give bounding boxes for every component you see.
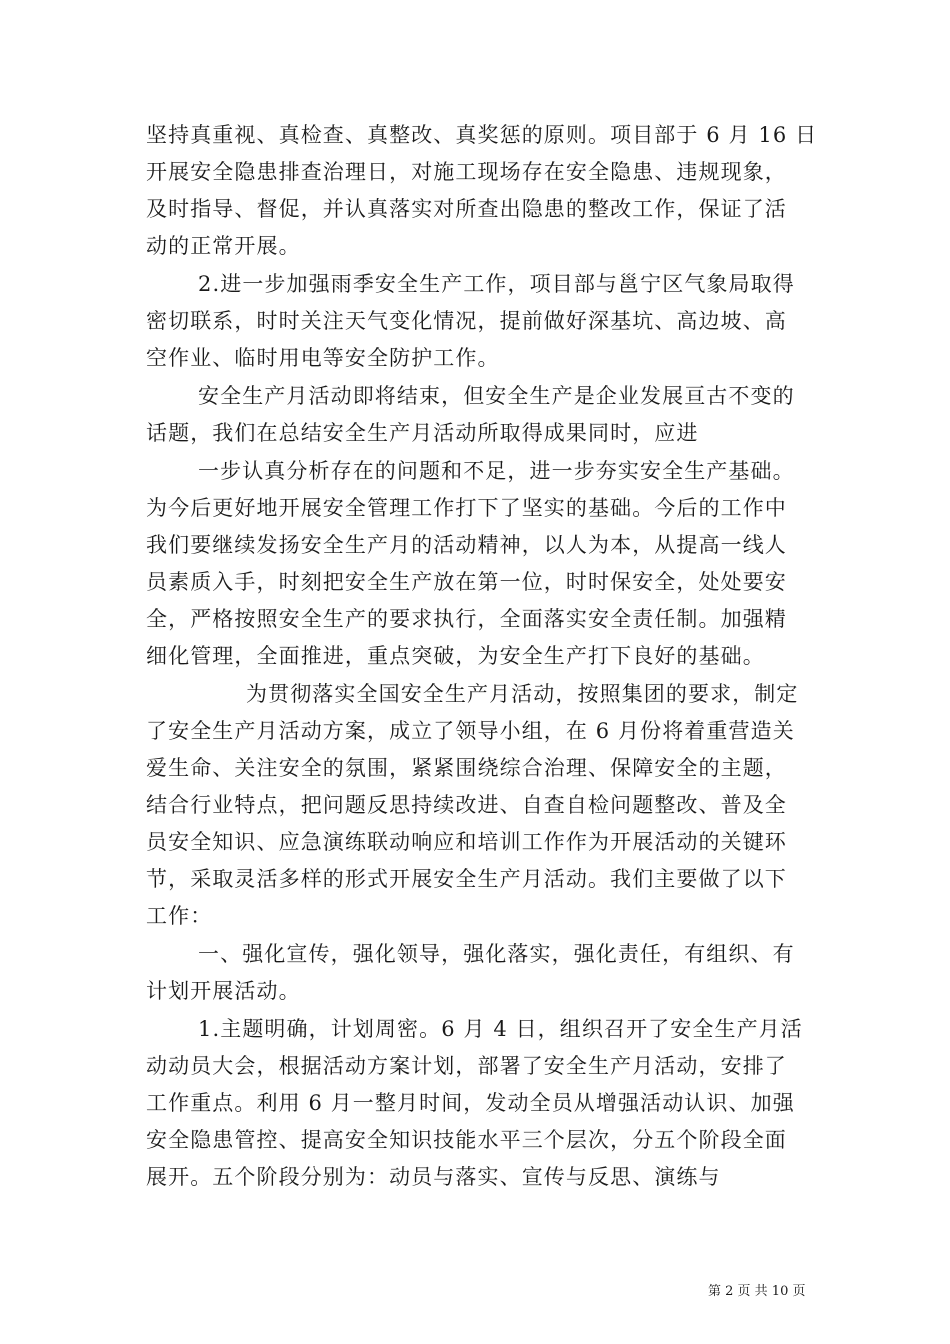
text-line: 工作重点。利用 6 月一整月时间，发动全员从增强活动认识、加强 [146, 1091, 795, 1115]
text-line: 结合行业特点，把问题反思持续改进、自查自检问题整改、普及全 [146, 793, 787, 817]
text-line: 一、强化宣传，强化领导，强化落实，强化责任，有组织、有 [198, 942, 795, 966]
text-line: 为今后更好地开展安全管理工作打下了坚实的基础。今后的工作中 [146, 496, 787, 520]
text-line: 动的正常开展。 [146, 234, 301, 258]
text-line: 安全生产月活动即将结束，但安全生产是企业发展亘古不变的 [198, 384, 795, 408]
text-line: 话题，我们在总结安全生产月活动所取得成果同时，应进 [146, 421, 699, 445]
text-line: 及时指导、督促，并认真落实对所查出隐患的整改工作，保证了活 [146, 197, 787, 221]
text-line: 为贯彻落实全国安全生产月活动，按照集团的要求，制定 [246, 682, 799, 706]
page-number: 第 2 页 共 10 页 [708, 1284, 806, 1299]
text-line: 员素质入手，时刻把安全生产放在第一位，时时保安全，处处要安 [146, 570, 787, 594]
text-line: 一步认真分析存在的问题和不足，进一步夯实安全生产基础。 [198, 459, 795, 483]
text-line: 工作： [146, 904, 213, 928]
text-line: 开展安全隐患排查治理日，对施工现场存在安全隐患、违规现象， [146, 160, 787, 184]
text-line: 爱生命、关注安全的氛围，紧紧围绕综合治理、保障安全的主题， [146, 756, 787, 780]
text-line: 坚持真重视、真检查、真整改、真奖惩的原则。项目部于 6 月 16 日 [146, 123, 818, 147]
text-line: 了安全生产月活动方案，成立了领导小组，在 6 月份将着重营造关 [146, 719, 795, 743]
text-line: 全，严格按照安全生产的要求执行，全面落实安全责任制。加强精 [146, 607, 787, 631]
text-line: 安全隐患管控、提高安全知识技能水平三个层次，分五个阶段全面 [146, 1128, 787, 1152]
text-line: 节，采取灵活多样的形式开展安全生产月活动。我们主要做了以下 [146, 867, 787, 891]
text-line: 空作业、临时用电等安全防护工作。 [146, 346, 500, 370]
text-line: 细化管理，全面推进，重点突破，为安全生产打下良好的基础。 [146, 644, 765, 668]
text-line: 员安全知识、应急演练联动响应和培训工作作为开展活动的关键环 [146, 830, 787, 854]
text-line: 我们要继续发扬安全生产月的活动精神，以人为本，从提高一线人 [146, 533, 787, 557]
text-line: 计划开展活动。 [146, 979, 301, 1003]
text-line: 2.进一步加强雨季安全生产工作，项目部与邕宁区气象局取得 [198, 272, 795, 296]
text-line: 动动员大会，根据活动方案计划，部署了安全生产月活动，安排了 [146, 1054, 787, 1078]
text-line: 密切联系，时时关注天气变化情况，提前做好深基坑、高边坡、高 [146, 309, 787, 333]
text-line: 展开。五个阶段分别为：动员与落实、宣传与反思、演练与 [146, 1165, 721, 1189]
text-line: 1.主题明确，计划周密。6 月 4 日，组织召开了安全生产月活 [198, 1017, 803, 1041]
